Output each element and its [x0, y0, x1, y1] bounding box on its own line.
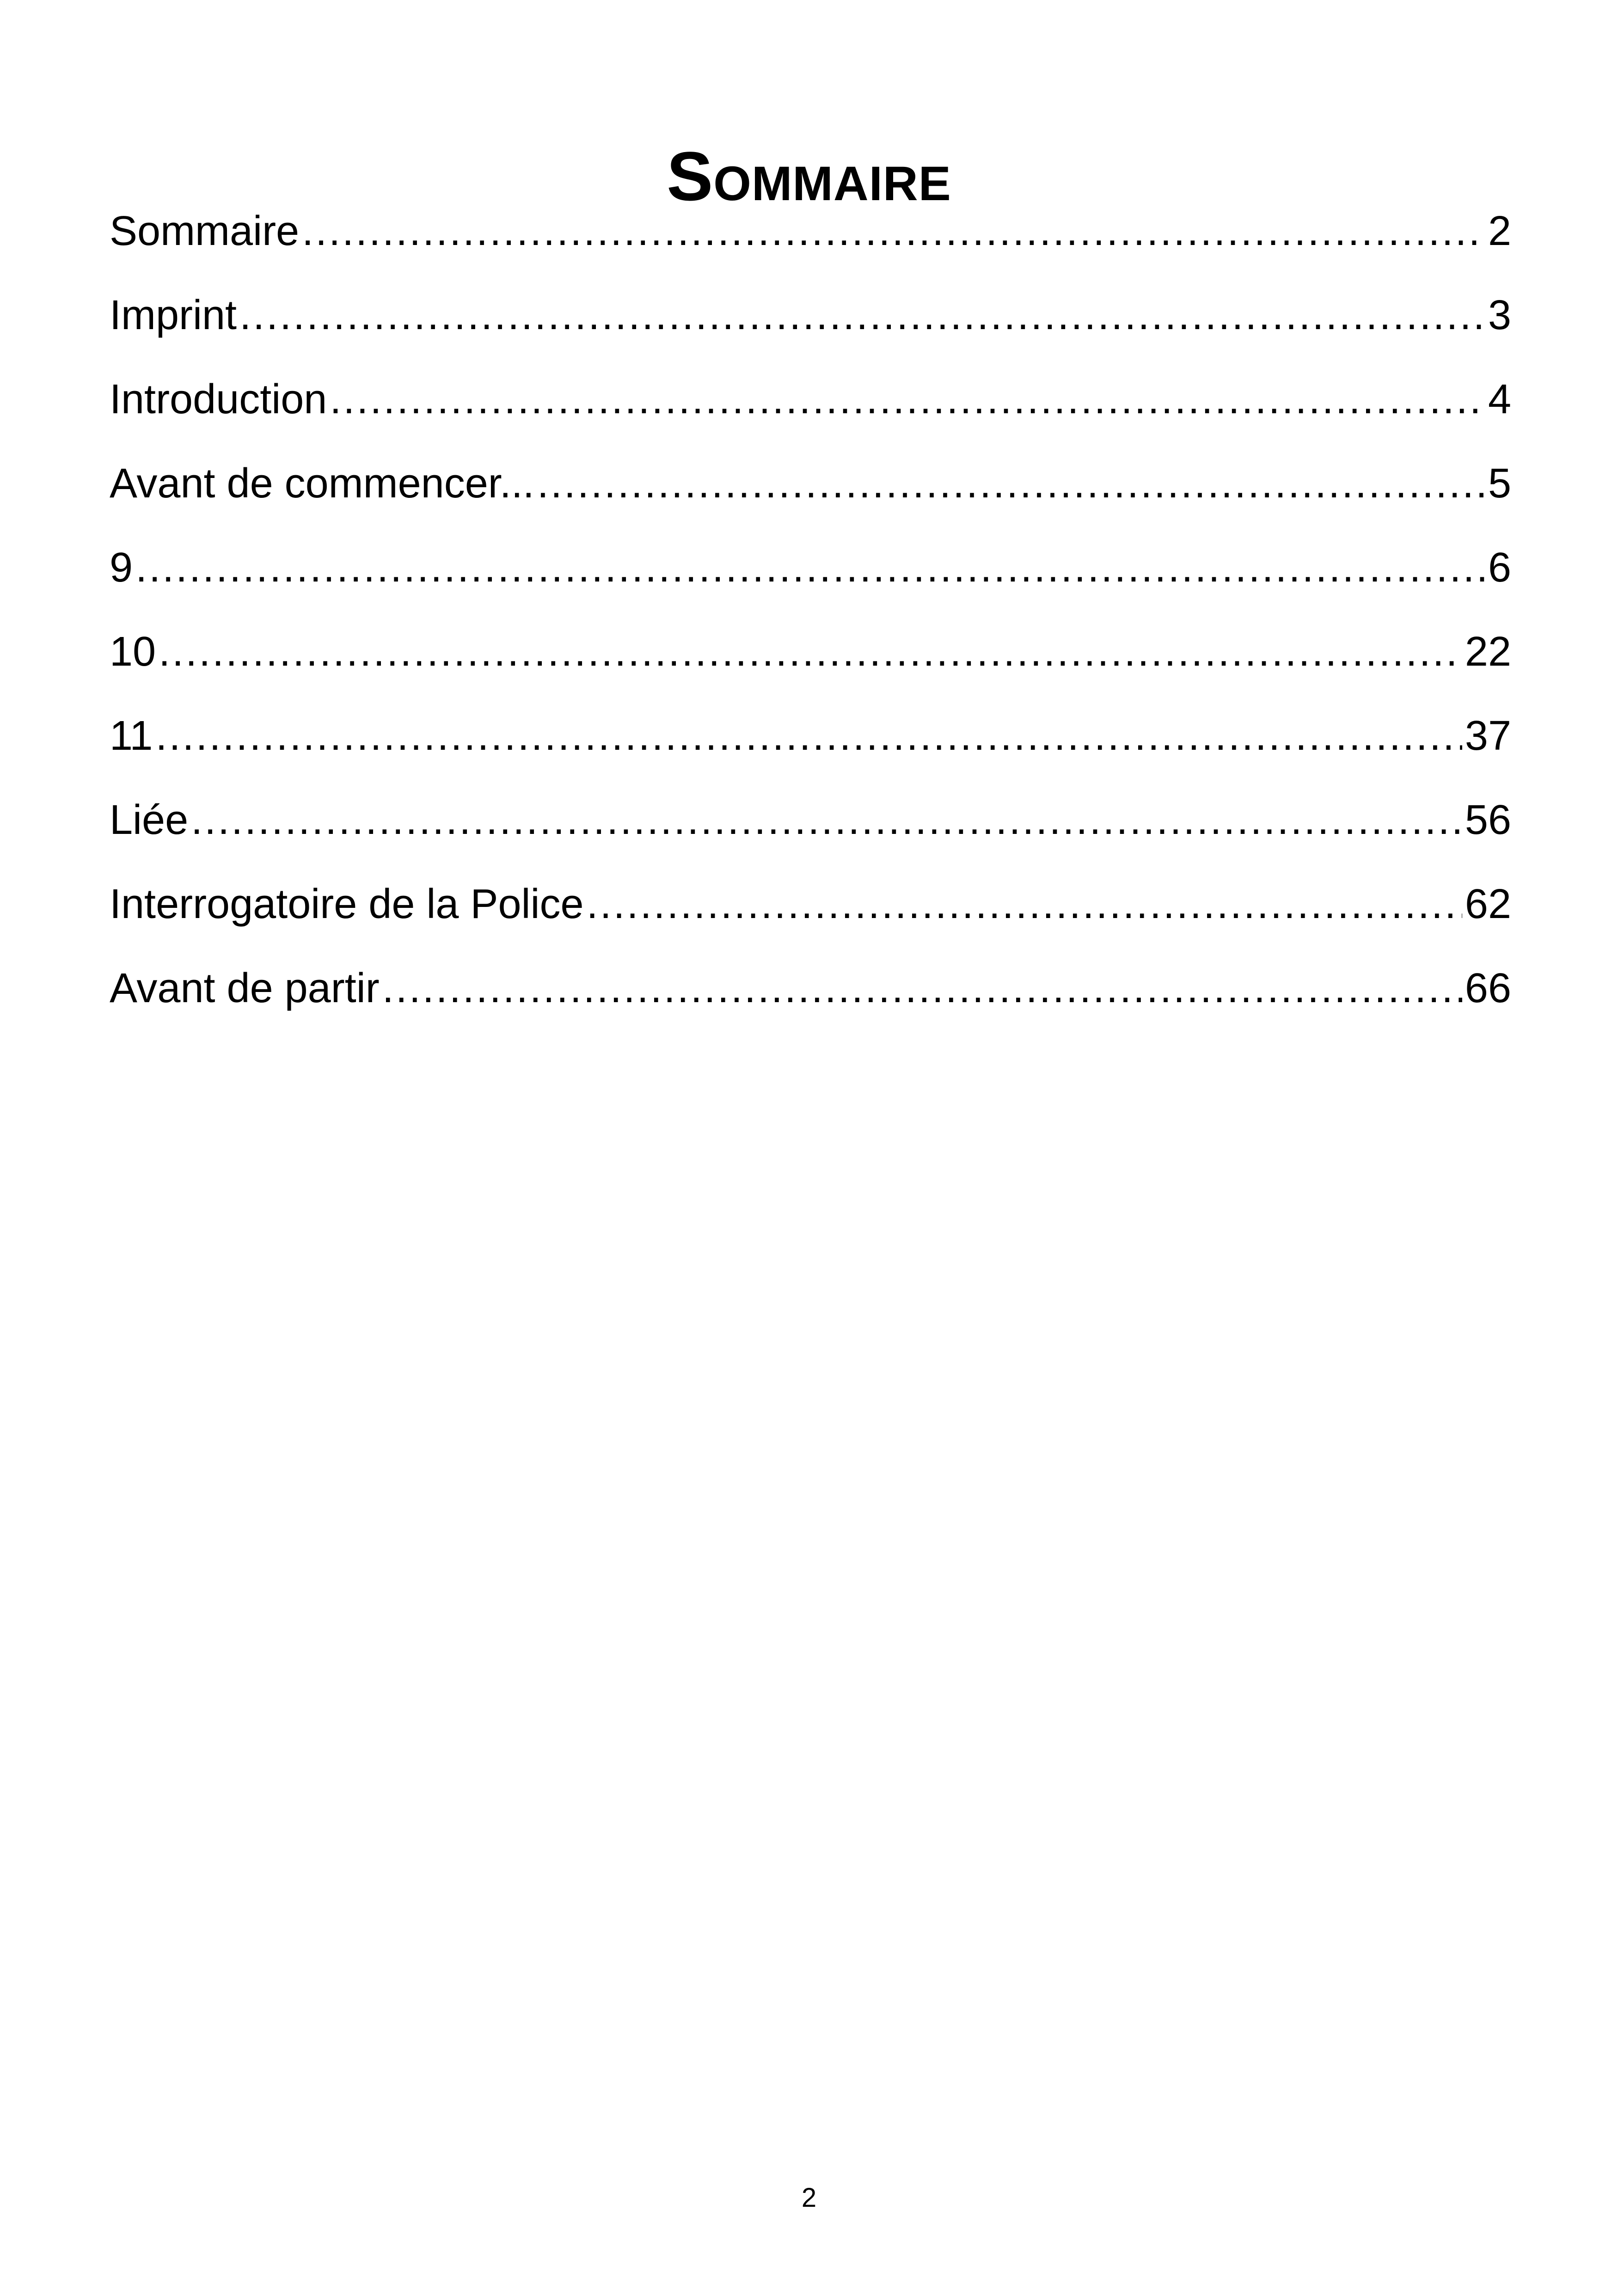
- toc-entry-label: 9: [110, 545, 133, 591]
- toc-entry-11[interactable]: [110, 706, 1511, 790]
- toc-entry-label: 10: [110, 629, 156, 675]
- toc-entry-avant-de-partir[interactable]: [110, 958, 1511, 1042]
- toc-leader-dots: [587, 874, 1462, 934]
- toc-entry-page: 22: [1465, 629, 1511, 675]
- toc-entry-9[interactable]: [110, 538, 1511, 622]
- toc-leader-dots: [330, 369, 1485, 429]
- toc-entry-label: Sommaire: [110, 208, 300, 254]
- toc-entry-label: Imprint: [110, 292, 237, 338]
- toc-entry-label: 11: [110, 713, 153, 759]
- toc-entry-liee[interactable]: [110, 790, 1511, 874]
- page-number: 2: [801, 2183, 817, 2213]
- toc-entry-page: 6: [1488, 545, 1511, 591]
- toc-leader-dots: [155, 706, 1462, 766]
- toc-leader-dots: [159, 622, 1462, 682]
- toc-entry-label: Avant de partir: [110, 965, 380, 1011]
- toc-entry-page: 66: [1465, 965, 1511, 1011]
- toc-leader-dots: [382, 958, 1462, 1018]
- page-title: Sommaire: [667, 137, 951, 215]
- toc-entry-label: Avant de commencer...: [110, 460, 534, 507]
- toc-entry-imprint[interactable]: [110, 285, 1511, 369]
- toc-entry-page: 5: [1488, 460, 1511, 507]
- toc-leader-dots: [537, 453, 1485, 514]
- toc-entry-avant-de-commencer[interactable]: [110, 453, 1511, 538]
- toc-entry-page: 56: [1465, 797, 1511, 843]
- toc-entry-page: 62: [1465, 881, 1511, 927]
- toc-entry-label: Interrogatoire de la Police: [110, 881, 584, 927]
- toc-entry-page: 4: [1488, 376, 1511, 422]
- toc-entry-label: Liée: [110, 797, 189, 843]
- toc-entry-10[interactable]: [110, 622, 1511, 706]
- toc-entry-introduction[interactable]: [110, 369, 1511, 453]
- toc-entry-label: Introduction: [110, 376, 327, 422]
- toc-entry-page: 3: [1488, 292, 1511, 338]
- table-of-contents: [110, 201, 1511, 1042]
- toc-entry-sommaire[interactable]: [110, 201, 1511, 285]
- toc-entry-page: 2: [1488, 208, 1511, 254]
- toc-leader-dots: [302, 201, 1485, 261]
- toc-entry-page: 37: [1465, 713, 1511, 759]
- toc-entry-interrogatoire-de-la-police[interactable]: [110, 874, 1511, 958]
- toc-leader-dots: [135, 538, 1485, 598]
- toc-leader-dots: [191, 790, 1462, 850]
- toc-leader-dots: [239, 285, 1485, 345]
